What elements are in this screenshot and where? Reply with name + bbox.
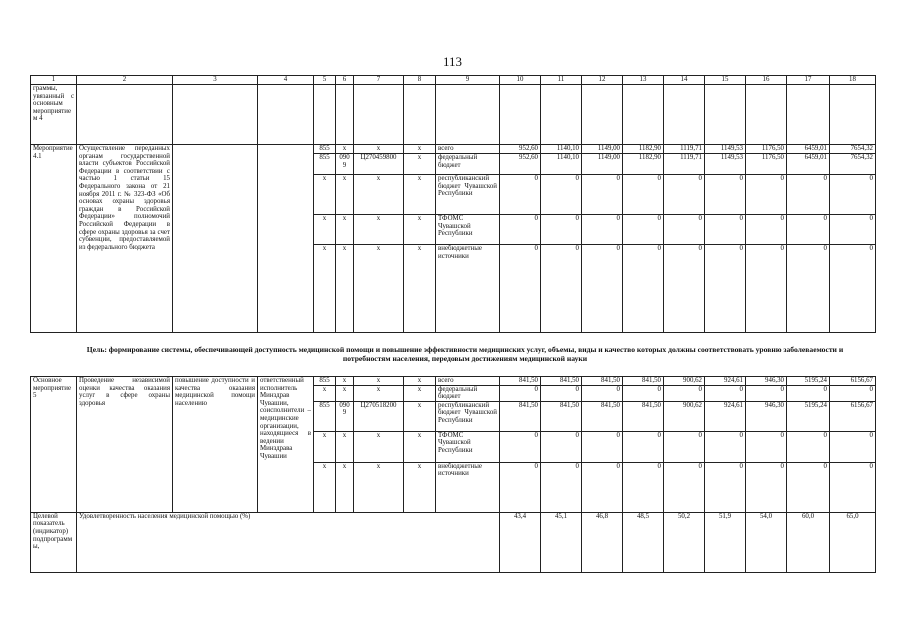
year-value-cell: 0 [500, 245, 541, 333]
year-value-cell: 0 [623, 462, 664, 512]
target-article-cell: x [354, 175, 404, 215]
year-value-cell: 0 [541, 245, 582, 333]
funding-source-cell: внебюджетные источники [436, 462, 500, 512]
funding-source-cell: республиканский бюджет Чувашской Республики [436, 401, 500, 431]
year-value-cell: 1176,50 [746, 154, 787, 175]
budget-code-cell: x [314, 431, 336, 462]
budget-code-cell: 855 [314, 377, 336, 386]
budget-code-cell: 855 [314, 154, 336, 175]
expense-type-cell: x [404, 145, 436, 154]
year-value-cell: 924,61 [705, 377, 746, 386]
indicator-value-cell: 45,1 [541, 512, 582, 572]
year-value-cell: 0 [787, 462, 830, 512]
empty-cell [173, 85, 258, 145]
year-value-cell: 5195,24 [787, 377, 830, 386]
indicator-value-cell: 43,4 [500, 512, 541, 572]
empty-cell [623, 85, 664, 145]
funding-source-cell: ТФОМС Чувашской Республики [436, 215, 500, 245]
row-label-cell: Мероприятие 4.1 [31, 145, 77, 333]
year-value-cell: 0 [787, 215, 830, 245]
column-number-cell: 12 [582, 76, 623, 85]
section-code-cell: x [336, 145, 354, 154]
expense-type-cell: x [404, 462, 436, 512]
column-number-cell: 15 [705, 76, 746, 85]
empty-cell [746, 85, 787, 145]
year-value-cell: 0 [664, 431, 705, 462]
row-label-cell: Основное мероприятие 5 [31, 377, 77, 513]
activity-name-cell: Осуществление переданных органам государственной власти субъектов Российской Федерации в соответствии с частью 1 статьи 15 Федерального закона от 21 ноября 2011 г. № 323-ФЗ «Об основах охраны здоровья граждан в Российской Федерации» полномочий Российской Федерации в сфере охраны здоровья за счет субвенции, предоставляемой из федерального бюджета [77, 145, 173, 333]
target-article-cell: x [354, 215, 404, 245]
budget-code-cell: x [314, 245, 336, 333]
year-value-cell: 0 [582, 462, 623, 512]
year-value-cell: 0 [705, 385, 746, 401]
target-article-cell: Ц270459800 [354, 154, 404, 175]
year-value-cell: 0 [830, 245, 876, 333]
target-article-cell: x [354, 385, 404, 401]
year-value-cell: 0 [830, 385, 876, 401]
empty-cell [336, 85, 354, 145]
year-value-cell: 0 [582, 215, 623, 245]
funding-source-cell: республиканский бюджет Чувашской Республики [436, 175, 500, 215]
table-row [31, 85, 876, 145]
year-value-cell: 0 [787, 245, 830, 333]
column-number-cell: 16 [746, 76, 787, 85]
year-value-cell: 0 [623, 385, 664, 401]
expense-type-cell: x [404, 431, 436, 462]
target-article-cell: Ц270518200 [354, 401, 404, 431]
indicator-value-cell: 50,2 [664, 512, 705, 572]
year-value-cell: 1182,90 [623, 145, 664, 154]
empty-cell [77, 85, 173, 145]
year-value-cell: 1149,00 [582, 145, 623, 154]
year-value-cell: 0 [746, 175, 787, 215]
empty-cell [314, 85, 336, 145]
column-number-cell: 18 [830, 76, 876, 85]
funding-table-top [30, 75, 876, 333]
year-value-cell: 0 [664, 462, 705, 512]
indicator-value-cell: 60,0 [787, 512, 830, 572]
year-value-cell: 841,50 [623, 401, 664, 431]
target-article-cell: x [354, 145, 404, 154]
year-value-cell: 1119,71 [664, 145, 705, 154]
target-article-cell: x [354, 245, 404, 333]
budget-code-cell: x [314, 215, 336, 245]
empty-cell [354, 85, 404, 145]
year-value-cell: 1176,50 [746, 145, 787, 154]
indicator-value-cell: 65,0 [830, 512, 876, 572]
column-number-cell: 17 [787, 76, 830, 85]
year-value-cell: 0 [664, 245, 705, 333]
column-number-cell: 14 [664, 76, 705, 85]
year-value-cell: 0 [830, 215, 876, 245]
year-value-cell: 0 [623, 215, 664, 245]
year-value-cell: 0 [664, 385, 705, 401]
budget-code-cell: 855 [314, 401, 336, 431]
target-article-cell: x [354, 462, 404, 512]
section-code-cell: x [336, 245, 354, 333]
column-number-cell: 3 [173, 76, 258, 85]
section-code-cell: x [336, 377, 354, 386]
year-value-cell: 0 [500, 215, 541, 245]
target-article-cell: x [354, 431, 404, 462]
year-value-cell: 0 [623, 245, 664, 333]
year-value-cell: 1149,00 [582, 154, 623, 175]
empty-cell [436, 85, 500, 145]
year-value-cell: 0 [746, 215, 787, 245]
empty-cell [500, 85, 541, 145]
funding-source-cell: всего [436, 377, 500, 386]
year-value-cell: 6156,67 [830, 377, 876, 386]
table-row [31, 145, 876, 154]
year-value-cell: 0 [746, 245, 787, 333]
empty-cell [705, 85, 746, 145]
section-code-cell: 0909 [336, 401, 354, 431]
year-value-cell: 7654,32 [830, 154, 876, 175]
year-value-cell: 0 [582, 245, 623, 333]
year-value-cell: 0 [705, 245, 746, 333]
year-value-cell: 946,30 [746, 401, 787, 431]
empty-cell [787, 85, 830, 145]
year-value-cell: 841,50 [541, 401, 582, 431]
year-value-cell: 1182,90 [623, 154, 664, 175]
year-value-cell: 0 [664, 175, 705, 215]
expense-type-cell: x [404, 401, 436, 431]
column-number-cell: 10 [500, 76, 541, 85]
year-value-cell: 0 [541, 175, 582, 215]
year-value-cell: 0 [541, 385, 582, 401]
column-number-cell: 6 [336, 76, 354, 85]
budget-code-cell: x [314, 462, 336, 512]
year-value-cell: 952,60 [500, 145, 541, 154]
empty-cell [258, 145, 314, 333]
year-value-cell: 0 [500, 462, 541, 512]
expense-type-cell: x [404, 245, 436, 333]
year-value-cell: 0 [500, 431, 541, 462]
year-value-cell: 0 [582, 175, 623, 215]
indicator-value-cell: 51,9 [705, 512, 746, 572]
year-value-cell: 5195,24 [787, 401, 830, 431]
table-row [31, 377, 876, 386]
budget-code-cell: x [314, 385, 336, 401]
page-number: 113 [442, 54, 463, 69]
year-value-cell: 0 [787, 385, 830, 401]
expense-type-cell: x [404, 215, 436, 245]
year-value-cell: 900,62 [664, 377, 705, 386]
activity-name-cell: Проведение независимой оценки качества оказания услуг в сфере охраны здоровья [77, 377, 173, 513]
column-number-cell: 8 [404, 76, 436, 85]
column-number-cell: 4 [258, 76, 314, 85]
year-value-cell: 0 [787, 175, 830, 215]
column-number-cell: 2 [77, 76, 173, 85]
funding-source-cell: федеральный бюджет [436, 385, 500, 401]
year-value-cell: 1140,10 [541, 154, 582, 175]
column-number-cell: 5 [314, 76, 336, 85]
year-value-cell: 0 [746, 431, 787, 462]
responsible-executor-cell: ответственный исполнитель Минздрав Чувашии, соисполнители – медицинские организации, находящиеся в ведении Минздрава Чувашии [258, 377, 314, 513]
funding-source-cell: федеральный бюджет [436, 154, 500, 175]
year-value-cell: 952,60 [500, 154, 541, 175]
year-value-cell: 841,50 [582, 377, 623, 386]
year-value-cell: 0 [705, 431, 746, 462]
year-value-cell: 0 [787, 431, 830, 462]
year-value-cell: 924,61 [705, 401, 746, 431]
budget-code-cell: x [314, 175, 336, 215]
year-value-cell: 7654,32 [830, 145, 876, 154]
year-value-cell: 0 [705, 175, 746, 215]
goal-heading: Цель: формирование системы, обеспечивающей доступность медицинской помощи и повышение эффективности медицинских услуг, объемы, виды и качество которых должны соответствовать уровню заболеваемости и потребностям населения, передовым достижениям медицинской науки [86, 345, 844, 363]
column-number-cell: 7 [354, 76, 404, 85]
year-value-cell: 6459,01 [787, 154, 830, 175]
column-number-cell: 9 [436, 76, 500, 85]
expense-type-cell: x [404, 385, 436, 401]
empty-cell [664, 85, 705, 145]
year-value-cell: 841,50 [500, 377, 541, 386]
year-value-cell: 1149,53 [705, 145, 746, 154]
year-value-cell: 841,50 [582, 401, 623, 431]
row-label-cell: граммы, увязанный с основным мероприятием 4 [31, 85, 77, 145]
year-value-cell: 0 [582, 385, 623, 401]
year-value-cell: 0 [705, 462, 746, 512]
year-value-cell: 0 [623, 431, 664, 462]
year-value-cell: 0 [746, 462, 787, 512]
year-value-cell: 0 [541, 215, 582, 245]
funding-source-cell: внебюджетные источники [436, 245, 500, 333]
year-value-cell: 0 [623, 175, 664, 215]
year-value-cell: 946,30 [746, 377, 787, 386]
empty-cell [830, 85, 876, 145]
funding-source-cell: всего [436, 145, 500, 154]
year-value-cell: 0 [664, 215, 705, 245]
budget-code-cell: 855 [314, 145, 336, 154]
year-value-cell: 6156,67 [830, 401, 876, 431]
indicator-value-cell: 54,0 [746, 512, 787, 572]
target-indicator-row [31, 512, 876, 572]
year-value-cell: 6459,01 [787, 145, 830, 154]
expense-type-cell: x [404, 154, 436, 175]
row-label-cell: Целевой показатель (индикатор) подпрограммы, [31, 512, 77, 572]
year-value-cell: 0 [705, 215, 746, 245]
year-value-cell: 0 [830, 462, 876, 512]
section-code-cell: 0909 [336, 154, 354, 175]
expense-type-cell: x [404, 175, 436, 215]
empty-cell [173, 145, 258, 333]
empty-cell [258, 85, 314, 145]
empty-cell [541, 85, 582, 145]
year-value-cell: 0 [500, 175, 541, 215]
section-code-cell: x [336, 431, 354, 462]
target-article-cell: x [354, 377, 404, 386]
section-code-cell: x [336, 385, 354, 401]
year-value-cell: 0 [541, 431, 582, 462]
indicator-label-cell: Удовлетворенность населения медицинской помощью (%) [77, 512, 500, 572]
expected-result-cell: повышение доступности и качества оказания медицинской помощи населению [173, 377, 258, 513]
year-value-cell: 0 [830, 431, 876, 462]
year-value-cell: 0 [582, 431, 623, 462]
year-value-cell: 841,50 [500, 401, 541, 431]
column-number-cell: 11 [541, 76, 582, 85]
column-number-cell: 13 [623, 76, 664, 85]
expense-type-cell: x [404, 377, 436, 386]
column-number-cell: 1 [31, 76, 77, 85]
funding-source-cell: ТФОМС Чувашской Республики [436, 431, 500, 462]
year-value-cell: 841,50 [541, 377, 582, 386]
year-value-cell: 1140,10 [541, 145, 582, 154]
indicator-value-cell: 48,5 [623, 512, 664, 572]
empty-cell [582, 85, 623, 145]
year-value-cell: 0 [541, 462, 582, 512]
section-code-cell: x [336, 215, 354, 245]
year-value-cell: 0 [746, 385, 787, 401]
year-value-cell: 0 [500, 385, 541, 401]
year-value-cell: 1149,53 [705, 154, 746, 175]
year-value-cell: 900,62 [664, 401, 705, 431]
funding-table-bottom [30, 376, 876, 573]
empty-cell [404, 85, 436, 145]
section-code-cell: x [336, 175, 354, 215]
year-value-cell: 1119,71 [664, 154, 705, 175]
header-row [31, 76, 876, 85]
indicator-value-cell: 46,8 [582, 512, 623, 572]
year-value-cell: 841,50 [623, 377, 664, 386]
year-value-cell: 0 [830, 175, 876, 215]
section-code-cell: x [336, 462, 354, 512]
